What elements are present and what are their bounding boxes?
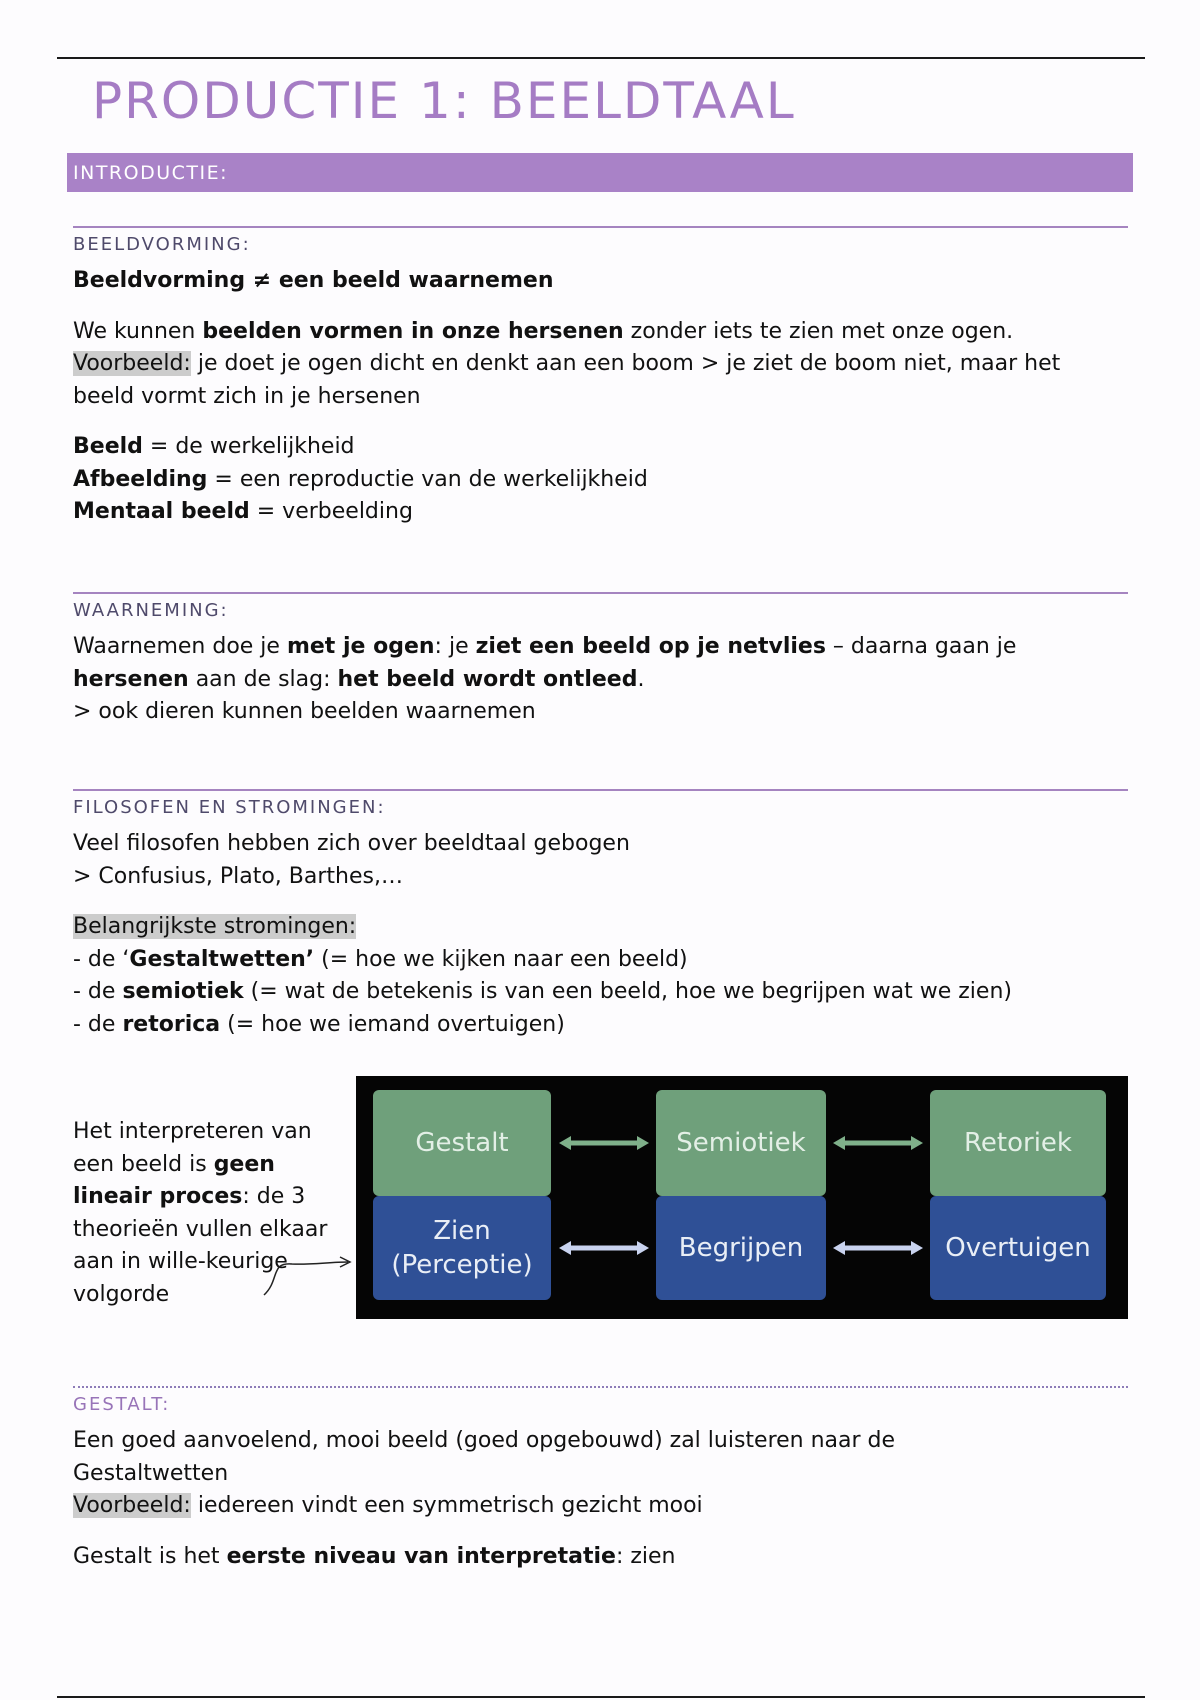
text: : zien xyxy=(615,1543,676,1569)
bold-text: het beeld wordt ontleed xyxy=(337,666,638,692)
section-gestalt xyxy=(73,1386,1128,1573)
bold-text: semiotiek xyxy=(122,979,244,1004)
text: aan de slag: xyxy=(188,666,338,692)
bold-text: Gestaltwetten’ xyxy=(129,946,315,972)
text: > ook dieren kunnen beelden waarnemen xyxy=(73,699,536,724)
intro-banner xyxy=(67,153,1133,192)
section-filosofen xyxy=(73,789,1128,1041)
box-gestalt: Gestalt xyxy=(373,1090,551,1196)
section-rule xyxy=(73,226,1128,228)
waarneming-paragraph xyxy=(73,631,1128,729)
intro-label: INTRODUCTIE: xyxy=(73,162,228,184)
double-arrow-icon xyxy=(559,1238,649,1258)
bold-text: eerste niveau van interpretatie xyxy=(226,1543,616,1569)
bold-text: ziet een beeld op je netvlies xyxy=(475,634,826,659)
bottom-rule xyxy=(57,1696,1145,1698)
section-heading: FILOSOFEN EN STROMINGEN: xyxy=(73,797,386,818)
box-zien-line2: (Perceptie) xyxy=(391,1250,533,1280)
example-text: iedereen vindt een symmetrisch gezicht mooi xyxy=(190,1493,703,1518)
beeldvorming-statement: Beeldvorming ≠ een beeld waarnemen xyxy=(73,268,554,293)
box-zien xyxy=(373,1196,551,1300)
definitions xyxy=(73,431,1128,529)
bold-text: beelden vormen in onze hersenen xyxy=(202,318,624,344)
section-rule xyxy=(73,1386,1128,1388)
section-waarneming xyxy=(73,592,1128,729)
bold-text: hersenen xyxy=(73,666,189,692)
double-arrow-icon xyxy=(559,1133,649,1153)
gestalt-paragraph xyxy=(73,1425,993,1523)
example-label: Voorbeeld: xyxy=(73,1493,191,1518)
example-text: je doet je ogen dicht en denkt aan een boom > je ziet de boom niet, maar het beeld vormt zich in je hersenen xyxy=(73,351,1061,409)
text: Veel filosofen hebben zich over beeldtaal gebogen xyxy=(73,831,630,856)
text: zonder iets te zien met onze ogen. xyxy=(623,318,1014,344)
example-label: Voorbeeld: xyxy=(73,351,191,376)
box-begrijpen: Begrijpen xyxy=(656,1196,826,1300)
text: Gestalt is het xyxy=(73,1543,227,1569)
def-term: Afbeelding xyxy=(73,466,208,492)
gestalt-level xyxy=(73,1541,1128,1574)
def-text: = een reproductie van de werkelijkheid xyxy=(207,466,648,492)
text: - de xyxy=(73,979,123,1004)
text: : je xyxy=(434,634,476,659)
bold-text: retorica xyxy=(122,1011,221,1037)
double-arrow-icon xyxy=(833,1133,923,1153)
beeldvorming-paragraph xyxy=(73,316,1128,414)
text: Een goed aanvoelend, mooi beeld (goed opgebouwd) zal luisteren naar de Gestaltwetten xyxy=(73,1428,896,1486)
text: Het interpreteren van een beeld is xyxy=(73,1119,312,1177)
text: - de ‘ xyxy=(73,946,130,972)
def-term: Mentaal beeld xyxy=(73,499,250,524)
def-text: = verbeelding xyxy=(249,499,413,524)
def-text: = de werkelijkheid xyxy=(142,434,355,459)
text: : de 3 theorieën vullen elkaar aan in wille-keurige volgorde xyxy=(73,1184,328,1307)
section-heading: GESTALT: xyxy=(73,1394,171,1415)
filosofen-intro xyxy=(73,828,1128,893)
section-heading: WAARNEMING: xyxy=(73,600,229,621)
text: Waarnemen doe je xyxy=(73,634,287,659)
box-retoriek: Retoriek xyxy=(930,1090,1106,1196)
def-term: Beeld xyxy=(73,434,143,459)
section-beeldvorming xyxy=(73,226,1128,529)
box-semiotiek: Semiotiek xyxy=(656,1090,826,1196)
section-rule xyxy=(73,592,1128,594)
top-rule xyxy=(57,57,1145,59)
text: (= hoe we kijken naar een beeld) xyxy=(314,946,688,972)
text: > Confusius, Plato, Barthes,… xyxy=(73,863,403,889)
pointer-arrow-icon xyxy=(260,1240,360,1300)
stromingen-label: Belangrijkste stromingen: xyxy=(73,914,357,939)
double-arrow-icon xyxy=(833,1238,923,1258)
stromingen-list xyxy=(73,911,1128,1041)
text: - de xyxy=(73,1011,123,1037)
section-heading: BEELDVORMING: xyxy=(73,234,251,255)
text: – daarna gaan je xyxy=(825,634,1017,659)
text: (= hoe we iemand overtuigen) xyxy=(220,1011,565,1037)
bold-text: met je ogen xyxy=(286,634,435,659)
box-overtuigen: Overtuigen xyxy=(930,1196,1106,1300)
bold-text: geen lineair proces xyxy=(73,1151,275,1209)
interpretation-diagram xyxy=(356,1076,1128,1319)
text: We kunnen xyxy=(73,318,203,344)
box-zien-line1: Zien xyxy=(433,1216,491,1246)
text: (= wat de betekenis is van een beeld, hoe we begrijpen wat we zien) xyxy=(243,979,1012,1004)
section-rule xyxy=(73,789,1128,791)
text: . xyxy=(637,666,645,692)
page-title: PRODUCTIE 1: BEELDTAAL xyxy=(92,72,796,130)
